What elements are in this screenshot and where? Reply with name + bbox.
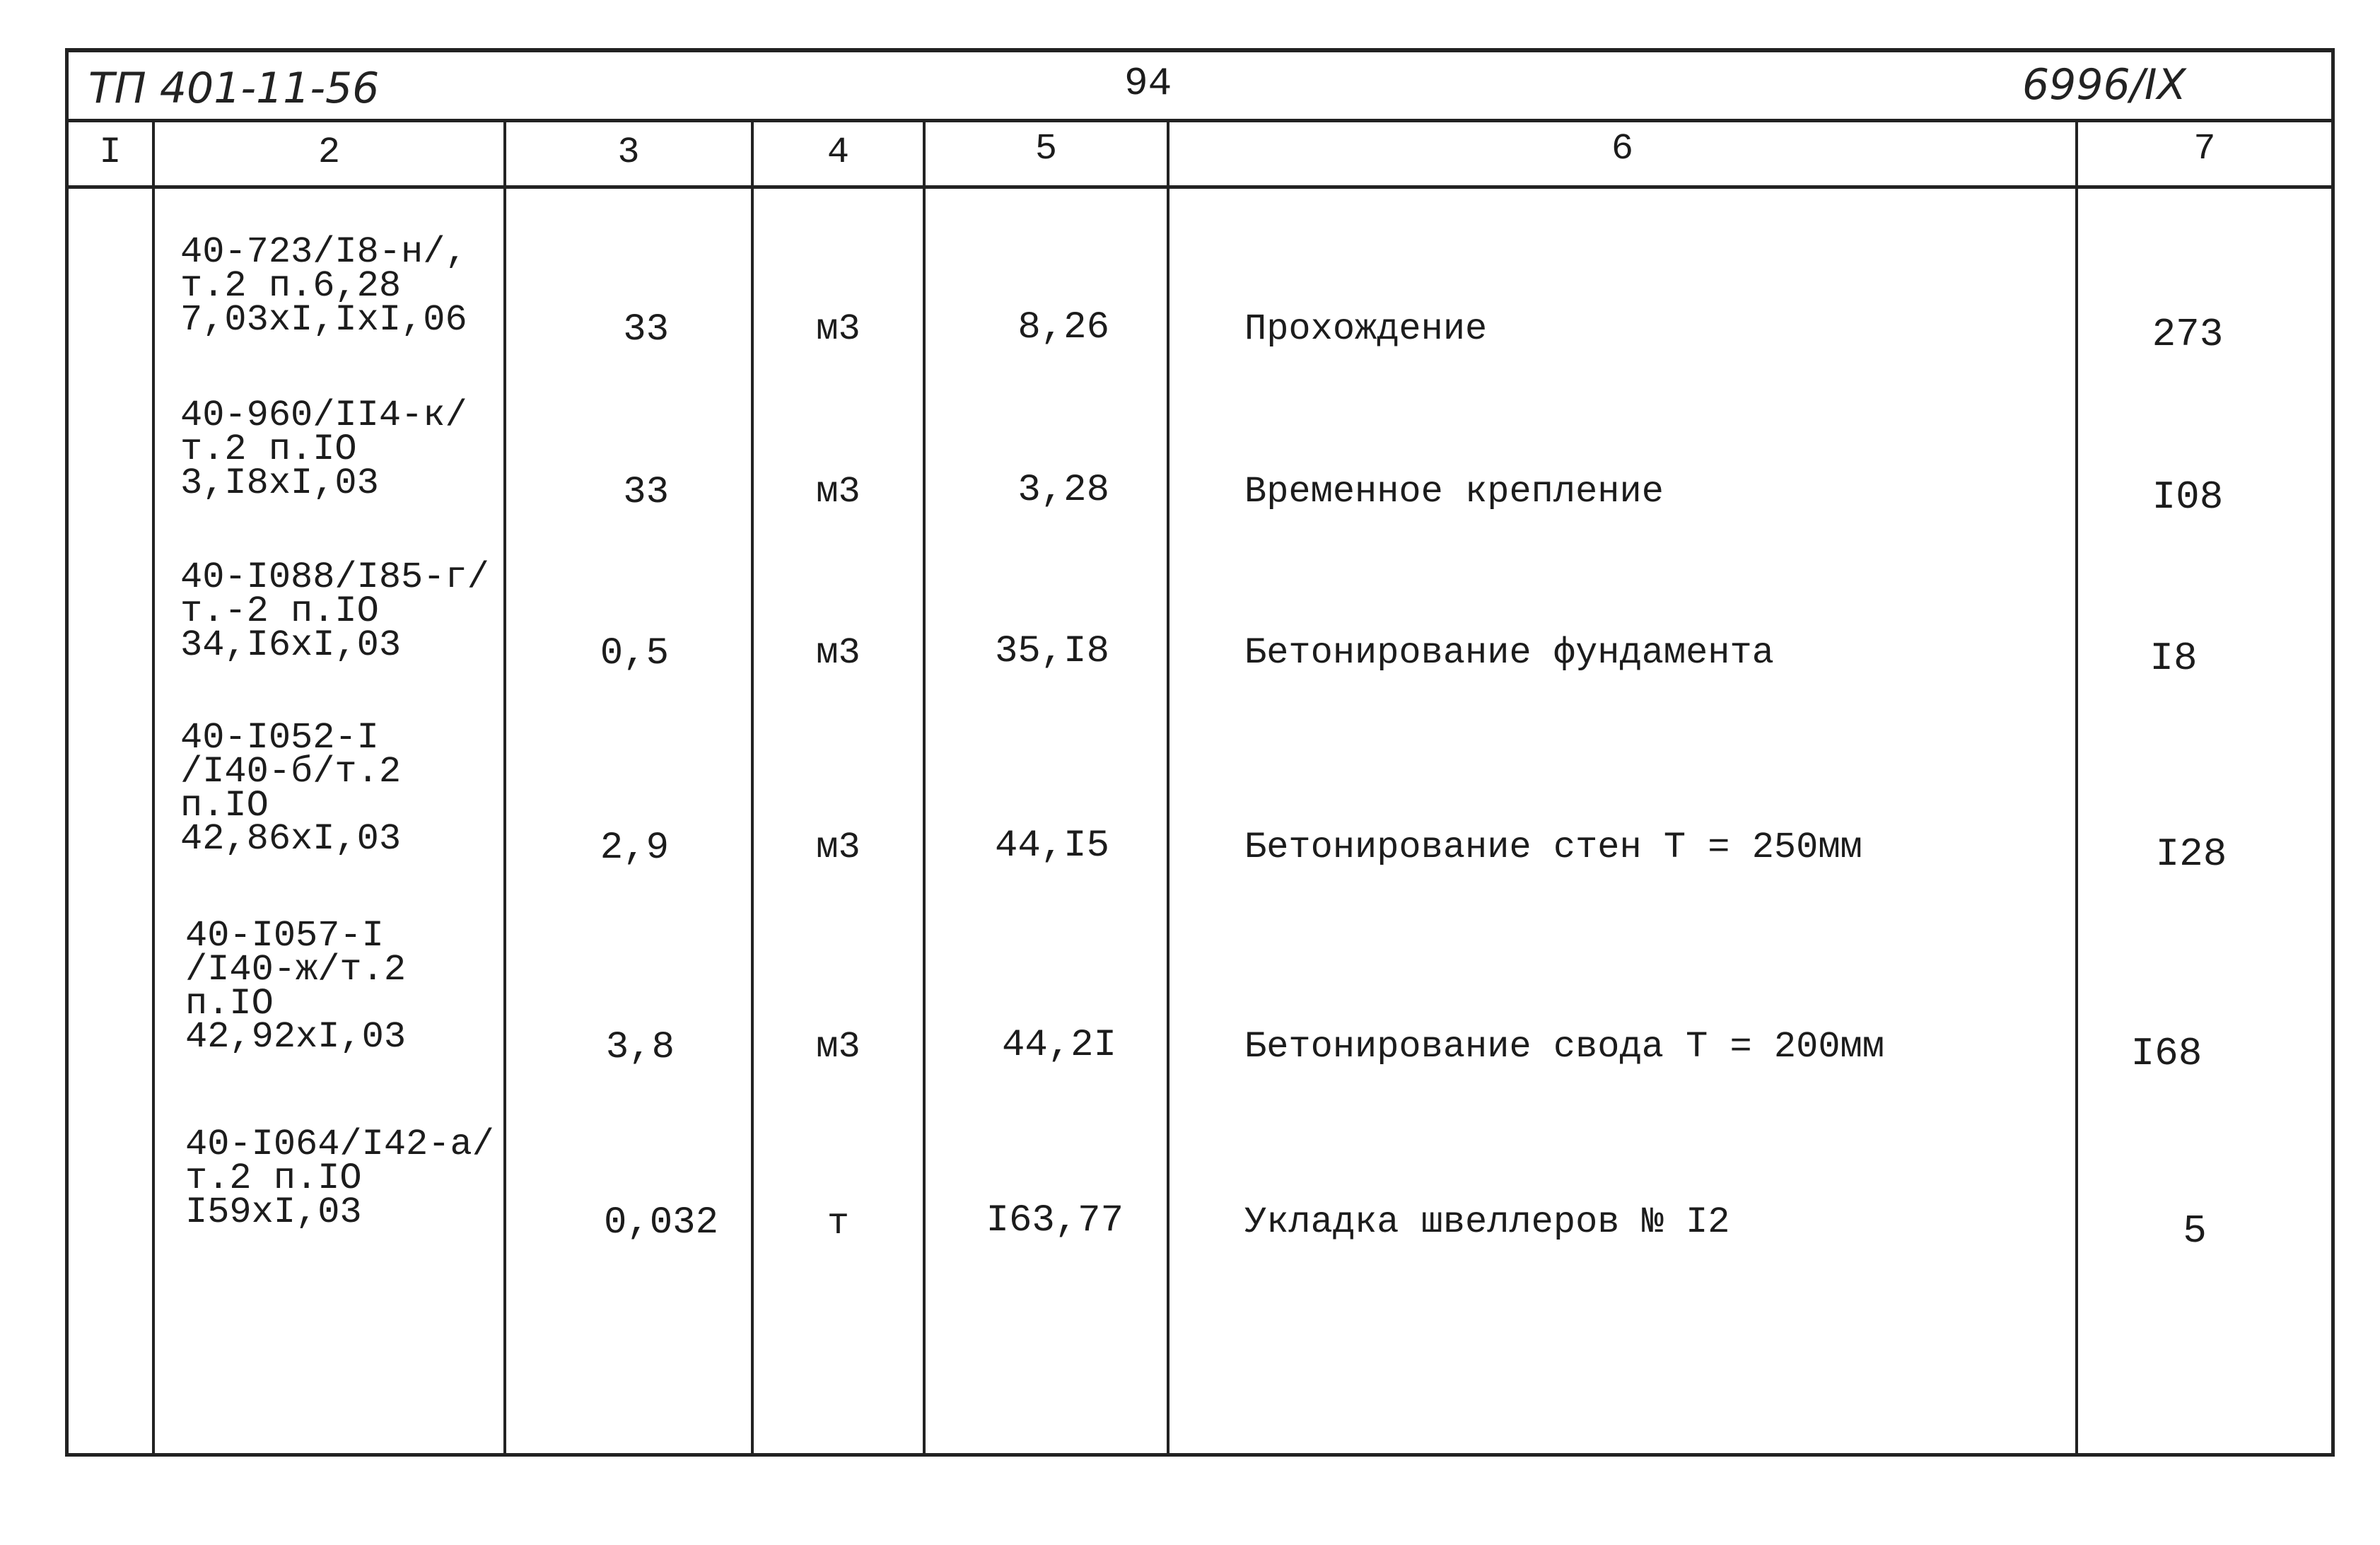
row-unit: м3	[816, 471, 861, 513]
row-code: 40-723/I8-н/, т.2 п.6,28 7,03хI,IхI,06	[180, 231, 467, 341]
row-total: I08	[2152, 474, 2224, 520]
row-total: 5	[2183, 1208, 2207, 1254]
doc-code: ТП 401-11-56	[88, 64, 380, 113]
row-price: 44,2I	[1001, 1024, 1116, 1067]
row-qty: 2,9	[600, 827, 669, 870]
column-header: 2	[317, 132, 341, 173]
row-desc: Бетонирование свода Т = 200мм	[1244, 1026, 1884, 1068]
row-total: I28	[2155, 832, 2227, 877]
column-header: 3	[617, 132, 640, 173]
row-unit: м3	[816, 308, 861, 350]
header-bottom-rule	[65, 185, 2335, 189]
column-header: I	[99, 132, 122, 173]
row-code: 40-I057-I /I40-ж/т.2 п.IO 42,92хI,03	[185, 915, 407, 1059]
row-price: 44,I5	[994, 824, 1109, 868]
column-header: 4	[827, 132, 850, 173]
column-header: 7	[2193, 128, 2216, 170]
row-qty: 0,032	[603, 1201, 718, 1244]
row-code: 40-I052-I /I40-б/т.2 п.IO 42,86хI,03	[180, 717, 402, 861]
row-unit: м3	[816, 827, 861, 868]
column-header: 6	[1611, 128, 1634, 170]
row-desc: Временное крепление	[1244, 471, 1664, 513]
col-divider-5	[1167, 120, 1169, 1457]
page-number: 94	[1124, 61, 1172, 106]
row-price: 35,I8	[994, 630, 1109, 673]
row-unit: м3	[816, 632, 861, 674]
row-unit: м3	[816, 1026, 861, 1068]
row-code: 40-I064/I42-а/ т.2 п.IO I59хI,03	[185, 1124, 494, 1233]
row-desc: Укладка швеллеров № I2	[1244, 1201, 1730, 1243]
row-total: I68	[2130, 1031, 2203, 1076]
row-code: 40-I088/I85-г/ т.-2 п.IO 34,I6хI,03	[180, 556, 489, 666]
row-desc: Бетонирование фундамента	[1244, 632, 1774, 674]
row-qty: 33	[623, 471, 669, 514]
row-qty: 33	[623, 308, 669, 351]
row-unit: т	[827, 1203, 850, 1244]
row-price: I63,77	[986, 1199, 1124, 1242]
row-total: 273	[2152, 312, 2224, 357]
row-code: 40-960/II4-к/ т.2 п.IO 3,I8хI,03	[180, 395, 467, 504]
header-top-rule	[65, 119, 2335, 122]
row-desc: Бетонирование стен Т = 250мм	[1244, 827, 1862, 868]
col-divider-1	[152, 120, 155, 1457]
row-price: 3,28	[1017, 469, 1109, 512]
row-qty: 3,8	[605, 1026, 675, 1069]
row-total: I8	[2149, 636, 2198, 681]
row-desc: Прохождение	[1244, 308, 1488, 350]
row-price: 8,26	[1017, 306, 1109, 349]
row-qty: 0,5	[600, 632, 669, 675]
sheet-code: 6996/IX	[2022, 60, 2186, 110]
column-header: 5	[1034, 128, 1058, 170]
